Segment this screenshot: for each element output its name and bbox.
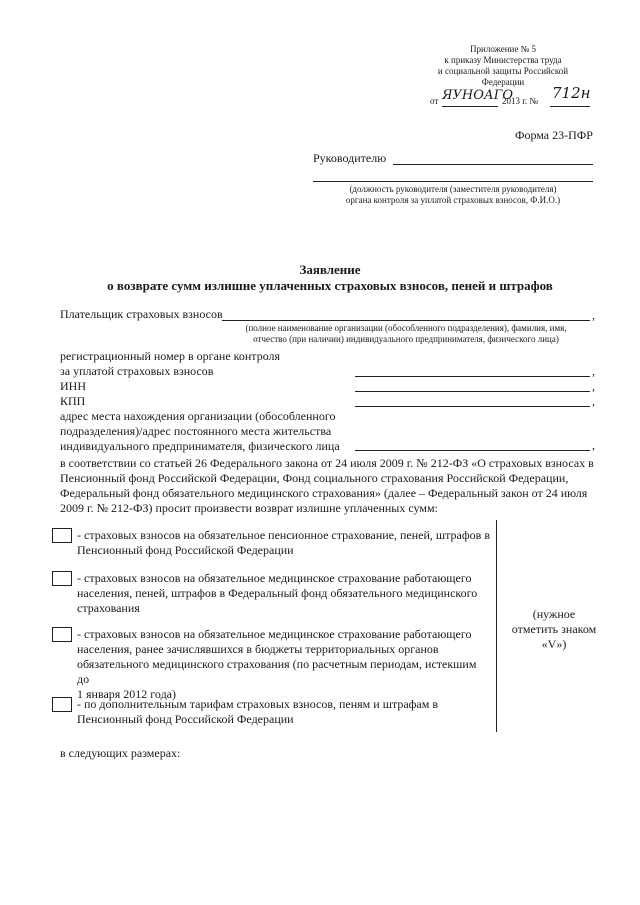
body-line-3: Федеральный фонд обязательного медицинского страхования» (далее – Федеральный закон от 24 июля	[60, 486, 588, 500]
body-line-2: Пенсионный фонд Российской Федерации, Фонд социального страхования Российской Федерации,	[60, 471, 569, 485]
inn-comma: ,	[592, 379, 595, 393]
address-label-line-1: адрес места нахождения организации (обособленного	[60, 409, 336, 423]
amounts-intro: в следующих размерах:	[60, 746, 181, 760]
option-medical-line-1: - страховых взносов на обязательное медицинское страхование работающего	[77, 571, 472, 585]
option-additional-line-1: - по дополнительным тарифам страховых взносов, пеням и штрафам в	[77, 697, 439, 711]
address-comma: ,	[592, 438, 595, 452]
order-date-row	[430, 84, 600, 109]
title-sub: о возврате сумм излишне уплаченных страховых взносов, пеней и штрафов	[107, 278, 553, 293]
body-line-4: 2009 г. № 212-ФЗ) просит произвести возврат излишне уплаченных сумм:	[60, 501, 438, 515]
option-territorial-line-1: - страховых взносов на обязательное медицинское страхование работающего	[77, 627, 472, 641]
order-number-handwritten: 712н	[552, 84, 591, 102]
body-line-1: в соответствии со статьей 26 Федерального закона от 24 июля 2009 г. № 212-ФЗ «О страховых взносах в	[60, 456, 594, 470]
kpp-label: КПП	[60, 394, 86, 408]
payer-note-line-1: (полное наименование организации (обособленного подразделения), фамилия, имя,	[245, 323, 567, 333]
option-pension	[77, 528, 491, 558]
reg-number-label	[60, 349, 280, 379]
side-note	[500, 607, 608, 652]
side-note-line-3: «V»)	[541, 637, 567, 651]
option-additional-line-2: Пенсионный фонд Российской Федерации	[77, 712, 294, 726]
reg-number-comma: ,	[592, 364, 595, 378]
side-note-line-2: отметить знаком	[511, 622, 597, 636]
date-handwritten: ЯУНОАГО	[442, 88, 513, 103]
option-territorial-line-4: 1 января 2012 года)	[77, 687, 176, 701]
option-territorial-line-3: обязательного медицинского страхования (по расчетным периодам, истекшим до	[77, 657, 477, 686]
inn-field[interactable]	[355, 391, 590, 392]
document-title	[60, 262, 600, 294]
form-code: Форма 23-ПФР	[515, 128, 593, 142]
title-main: Заявление	[299, 262, 361, 277]
option-pension-line-2: Пенсионный фонд Российской Федерации	[77, 543, 294, 557]
checkbox-additional-tariffs[interactable]	[52, 697, 72, 712]
appendix-line-1: Приложение № 5	[470, 44, 536, 54]
date-year: 2013 г. №	[502, 96, 539, 106]
addressee-line-2[interactable]	[313, 181, 593, 182]
checkbox-pension[interactable]	[52, 528, 72, 543]
addressee-note-line-1: (должность руководителя (заместителя руководителя)	[349, 184, 557, 194]
option-medical-line-3: страхования	[77, 601, 140, 615]
option-territorial-line-2: населения, ранее зачислявшихся в бюджеты территориальных органов	[77, 642, 439, 656]
kpp-comma: ,	[592, 394, 595, 408]
addressee-note-line-2: органа контроля за уплатой страховых взносов, Ф.И.О.)	[345, 195, 561, 205]
payer-label: Плательщик страховых взносов	[60, 307, 223, 321]
options-divider	[496, 520, 497, 732]
payer-comma: ,	[592, 308, 595, 322]
addressee-note	[313, 184, 593, 206]
inn-label: ИНН	[60, 379, 86, 393]
option-medical	[77, 571, 491, 616]
checkbox-medical[interactable]	[52, 571, 72, 586]
addressee-line-1[interactable]	[393, 164, 593, 165]
appendix-header	[418, 44, 588, 88]
option-pension-line-1: - страховых взносов на обязательное пенсионное страхование, пеней, штрафов в	[77, 528, 490, 542]
date-prefix: от	[430, 96, 439, 106]
payer-name-line[interactable]	[222, 320, 590, 321]
address-label-line-2: подразделения)/адрес постоянного места жительства	[60, 424, 332, 438]
body-paragraph	[60, 456, 595, 516]
checkbox-territorial-medical[interactable]	[52, 627, 72, 642]
kpp-field[interactable]	[355, 406, 590, 407]
payer-note-line-2: отчество (при наличии) индивидуального предпринимателя, физического лица)	[253, 334, 559, 344]
addressee-label: Руководителю	[313, 151, 387, 165]
reg-number-label-line-2: за уплатой страховых взносов	[60, 364, 214, 378]
option-additional-tariffs	[77, 697, 491, 727]
option-medical-line-2: населения, пеней, штрафов в Федеральный фонд обязательного медицинского	[77, 586, 478, 600]
reg-number-label-line-1: регистрационный номер в органе контроля	[60, 349, 281, 363]
address-label-line-3: индивидуального предпринимателя, физического лица	[60, 439, 340, 453]
reg-number-field[interactable]	[355, 376, 590, 377]
appendix-line-4: Федерации	[481, 77, 525, 87]
payer-note	[222, 323, 590, 345]
side-note-line-1: (нужное	[532, 607, 576, 621]
appendix-line-2: к приказу Министерства труда	[444, 55, 562, 65]
address-field[interactable]	[355, 450, 590, 451]
option-territorial-medical	[77, 627, 491, 702]
appendix-line-3: и социальной защиты Российской	[437, 66, 569, 76]
address-label	[60, 409, 340, 454]
